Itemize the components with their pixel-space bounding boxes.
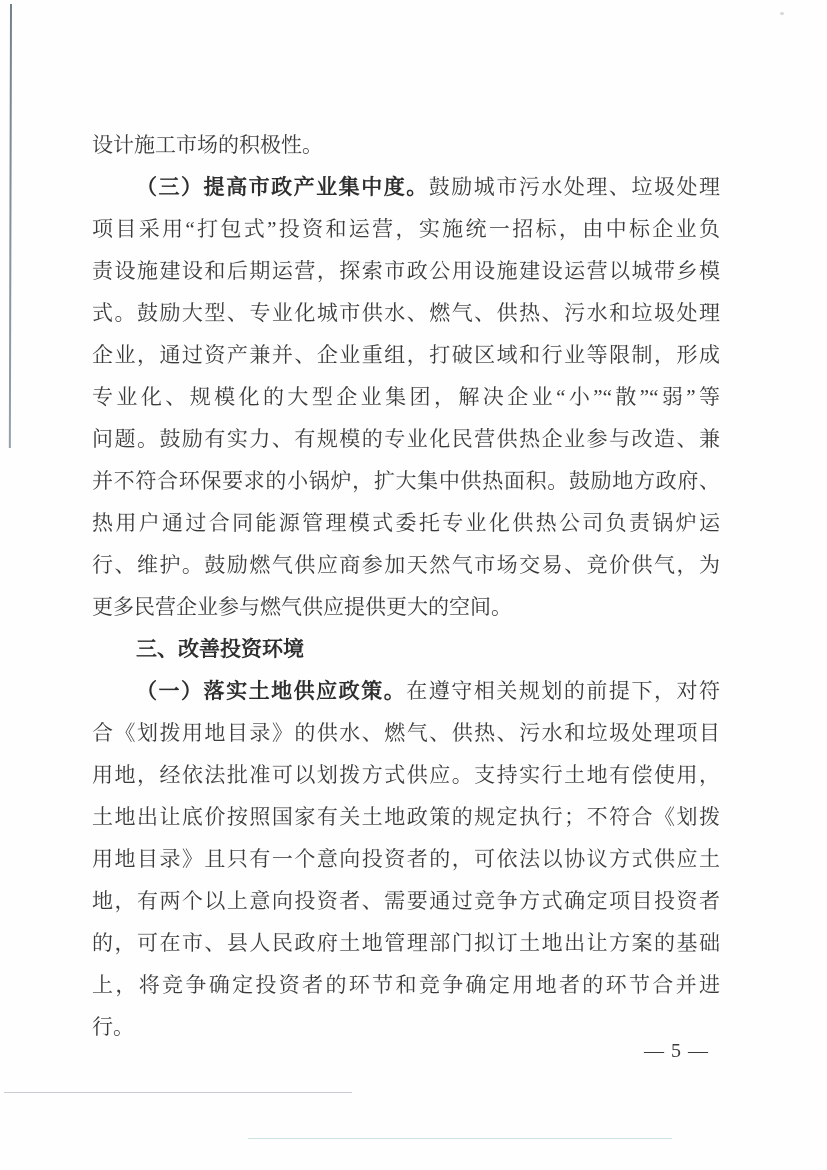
text-line [92,628,720,670]
text-segment: 更多民营企业参与燃气供应提供更大的空间。 [92,595,512,619]
text-segment: 问题。鼓励有实力、有规模的专业化民营供热企业参与改造、兼 [92,427,720,451]
text-line [92,418,720,460]
scan-speck [780,12,784,15]
scan-artifact-line-top [4,1092,352,1093]
text-line [92,460,720,502]
text-segment: 合《划拨用地目录》的供水、燃气、供热、污水和垃圾处理项目 [92,721,720,745]
text-segment: 上，将竞争确定投资者的环节和竞争确定用地者的环节合并进 [92,973,720,997]
text-segment: 项目采用“打包式”投资和运营，实施统一招标，由中标企业负 [92,217,720,241]
text-line [92,292,720,334]
text-line [92,250,720,292]
text-segment: 在遵守相关规划的前提下，对符 [406,679,720,703]
scan-edge-line-left [9,4,12,448]
text-line [92,922,720,964]
text-line [92,376,720,418]
text-segment: 地，有两个以上意向投资者、需要通过竞争方式确定项目投资者 [92,889,720,913]
text-line [92,208,720,250]
body-text [92,124,720,1048]
text-line [92,1006,720,1048]
text-line [92,712,720,754]
scan-artifact-line-bottom [248,1138,672,1139]
text-line [92,334,720,376]
text-line [92,586,720,628]
text-segment: 热用户通过合同能源管理模式委托专业化供热公司负责锅炉运 [92,511,720,535]
text-segment: 的，可在市、县人民政府土地管理部门拟订土地出让方案的基础 [92,931,720,955]
heading-segment: （一）落实土地供应政策。 [136,679,407,703]
text-segment: 专业化、规模化的大型企业集团，解决企业“小”“散”“弱”等 [92,385,720,409]
text-segment: 行、维护。鼓励燃气供应商参加天然气市场交易、竞价供气，为 [92,553,720,577]
text-segment: 用地，经依法批准可以划拨方式供应。支持实行土地有偿使用， [92,763,720,787]
text-segment: 企业，通过资产兼并、企业重组，打破区域和行业等限制，形成 [92,343,720,367]
text-segment: 用地目录》且只有一个意向投资者的，可依法以协议方式供应土 [92,847,720,871]
text-line [92,502,720,544]
heading-segment: 三、改善投资环境 [136,637,304,661]
text-segment: 行。 [92,1015,134,1039]
page-number: — 5 — [644,1040,709,1062]
heading-segment: （三）提高市政产业集中度。 [136,175,429,199]
text-line [92,670,720,712]
text-segment: 并不符合环保要求的小锅炉，扩大集中供热面积。鼓励地方政府、 [92,469,720,493]
text-line [92,544,720,586]
text-segment: 责设施建设和后期运营，探索市政公用设施建设运营以城带乡模 [92,259,720,283]
text-segment: 土地出让底价按照国家有关土地政策的规定执行；不符合《划拨 [92,805,720,829]
text-segment: 设计施工市场的积极性。 [92,133,323,157]
text-segment: 式。鼓励大型、专业化城市供水、燃气、供热、污水和垃圾处理 [92,301,720,325]
text-line [92,838,720,880]
text-segment: 鼓励城市污水处理、垃圾处理 [428,175,720,199]
text-line [92,124,720,166]
text-line [92,166,720,208]
text-line [92,754,720,796]
text-line [92,964,720,1006]
text-line [92,880,720,922]
text-line [92,796,720,838]
